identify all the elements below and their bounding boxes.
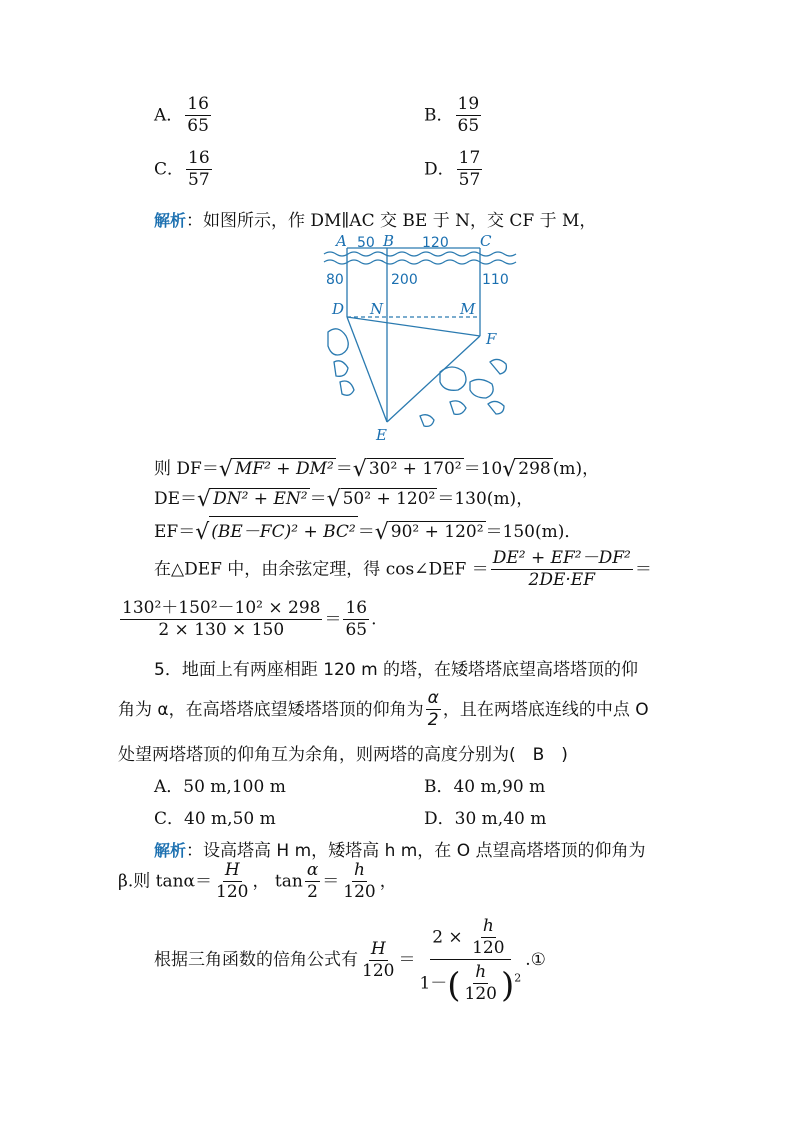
option-c-q5: C．40 m,50 m	[154, 809, 276, 829]
label-d: D	[332, 300, 345, 318]
solution-text: ：如图所示，作 DM∥AC 交 BE 于 N，交 CF 于 M，	[186, 211, 597, 231]
option-d-q5: D．30 m,40 m	[424, 809, 547, 829]
calc-fraction: $\frac{\text{130²＋150²－10² × 298}}{2 \times 130 \times 150}$	[122, 598, 321, 640]
equation-de: DE＝√ DN² + EN² ＝√ 50² + 120² ＝130(m)，	[154, 487, 534, 512]
double-angle-formula: 根据三角函数的倍角公式有 $\frac{H}{120}$ ＝ 2 × $\frac{h}{120}$ 1－( $\frac{h}{120}$ )$^2$ .①	[154, 916, 546, 1006]
line-de	[347, 317, 387, 422]
label-c: C	[480, 232, 492, 250]
river-wave-line	[324, 252, 516, 256]
cosine-law-line: 在△DEF 中，由余弦定理，得 cos∠DEF ＝ $\frac{\text{DE² + EF²－DF²}}{2DE\cdot EF}$ ＝	[154, 548, 652, 590]
cosine-fraction: $\frac{\text{DE² + EF²－DF²}}{2DE\cdot EF}$	[492, 548, 631, 590]
option-b-q5: B．40 m,90 m	[424, 777, 546, 797]
equation-df: 则 DF＝√ MF² + DM² ＝√ 30² + 170² ＝10√ 298 (m)，	[154, 457, 600, 482]
option-fraction: $\frac{16}{65}$	[187, 94, 209, 136]
double-angle-fraction: 2 × $\frac{h}{120}$ 1－( $\frac{h}{120}$ )$^2$	[419, 916, 522, 1006]
option-fraction: $\frac{16}{57}$	[188, 148, 210, 190]
rock-decoration	[420, 359, 506, 426]
label-b: B	[383, 232, 395, 250]
equation-ef: EF＝√ (BE－FC)² + BC² ＝√ 90² + 120² ＝150(m)．	[154, 516, 581, 545]
option-letter: D．	[424, 159, 455, 180]
solution-line-1	[154, 206, 596, 231]
question-5-line-3: 处望两塔塔顶的仰角互为余角，则两塔的高度分别为( B )	[118, 745, 568, 765]
label-80: 80	[326, 272, 344, 288]
label-f: F	[486, 330, 497, 348]
tangent-line: β.则 tanα＝ $\frac{H}{120}$ ， tan $\frac{\alpha}{2}$ ＝ $\frac{h}{120}$ ，	[118, 860, 397, 902]
label-e: E	[376, 426, 387, 444]
label-110: 110	[482, 272, 509, 288]
river-wave-line	[324, 260, 516, 264]
line-df	[347, 317, 480, 336]
option-c-q4	[154, 150, 214, 190]
option-d-q4	[424, 150, 484, 190]
question-5-line-1: 5．地面上有两座相距 120 m 的塔，在矮塔塔底望高塔塔顶的仰	[154, 660, 639, 680]
cosine-calculation: $\frac{\text{130²＋150²－10² × 298}}{2 \times 130 \times 150}$ ＝ $\frac{16}{65}$ .	[122, 598, 377, 640]
rock-decoration	[328, 329, 354, 396]
option-a-q5: A．50 m,100 m	[154, 777, 286, 797]
result-fraction: $\frac{16}{65}$	[345, 598, 368, 640]
label-120: 120	[422, 235, 449, 251]
label-n: N	[370, 300, 384, 318]
option-letter: B．	[424, 105, 454, 126]
solution-line-2	[154, 836, 646, 861]
question-5-line-2: 角为 α，在高塔塔底望矮塔塔顶的仰角为 $\frac{\alpha}{2}$ ，且在两塔底连线的中点 O	[118, 688, 649, 730]
tower-river-figure	[320, 232, 520, 444]
option-a-q4	[154, 96, 213, 136]
solution-text: ：设高塔高 H m，矮塔高 h m，在 O 点望高塔塔顶的仰角为	[186, 841, 646, 861]
label-m: M	[460, 300, 476, 318]
option-letter: A．	[154, 105, 184, 126]
label-a: A	[336, 232, 347, 250]
option-fraction: $\frac{19}{65}$	[457, 94, 480, 136]
option-fraction: $\frac{17}{57}$	[458, 148, 481, 190]
label-50: 50	[357, 235, 375, 251]
option-letter: C．	[154, 159, 185, 180]
solution-label: 解析	[154, 841, 187, 860]
label-200: 200	[391, 272, 418, 288]
solution-label: 解析	[154, 211, 187, 230]
option-b-q4	[424, 96, 483, 136]
